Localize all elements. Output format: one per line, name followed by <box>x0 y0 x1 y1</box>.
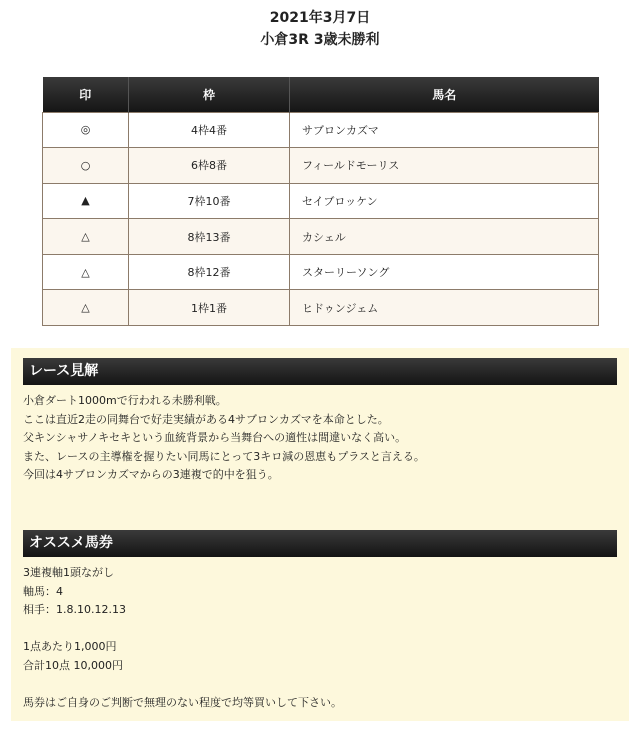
analysis-text <box>23 392 617 485</box>
table-row <box>43 219 599 255</box>
gate-cell: 1枠1番 <box>129 290 290 326</box>
mark-cell: ◎ <box>43 112 129 148</box>
analysis-line: 父キンシャサノキセキという血統背景から当舞台への適性は間違いなく高い。 <box>23 431 407 444</box>
mark-cell: △ <box>43 290 129 326</box>
race-header <box>0 8 640 50</box>
horse-name-cell: カシェル <box>290 219 599 255</box>
table-row <box>43 290 599 326</box>
table-row <box>43 112 599 148</box>
horse-name-cell: セイブロッケン <box>290 183 599 219</box>
spacer <box>23 675 617 694</box>
analysis-line: 小倉ダート1000mで行われる未勝利戦。 <box>23 394 227 407</box>
recommend-text <box>23 564 617 712</box>
mark-cell: △ <box>43 254 129 290</box>
horse-name-cell: フィールドモーリス <box>290 148 599 184</box>
analysis-line: 今回は4サブロンカズマからの3連複で的中を狙う。 <box>23 468 279 481</box>
table-row <box>43 148 599 184</box>
gate-cell: 8枠12番 <box>129 254 290 290</box>
table-row <box>43 183 599 219</box>
gate-cell: 7枠10番 <box>129 183 290 219</box>
gate-cell: 6枠8番 <box>129 148 290 184</box>
analysis-title: レース見解 <box>23 358 617 385</box>
table-header-row <box>43 77 599 112</box>
spacer <box>23 620 617 639</box>
mark-cell: ○ <box>43 148 129 184</box>
table-row <box>43 254 599 290</box>
bet-type: 3連複軸1頭ながし <box>23 566 114 579</box>
analysis-line: ここは直近2走の同舞台で好走実績がある4サブロンカズマを本命とした。 <box>23 412 389 426</box>
per-point-amount: 1点あたり1,000円 <box>23 640 117 653</box>
horse-name-cell: サブロンカズマ <box>290 112 599 148</box>
analysis-line: また、レースの主導権を握りたい同馬にとって3キロ減の恩恵もプラスと言える。 <box>23 449 425 463</box>
column-header-horse: 馬名 <box>290 77 599 112</box>
partner-horses: 相手：1.8.10.12.13 <box>23 603 126 616</box>
axis-horse: 軸馬：4 <box>23 584 63 598</box>
total-amount: 合計10点 10,000円 <box>23 658 123 672</box>
horse-name-cell: ヒドゥンジェム <box>290 290 599 326</box>
race-date: 2021年3月7日 <box>269 10 371 26</box>
gate-cell: 8枠13番 <box>129 219 290 255</box>
picks-table <box>42 77 599 326</box>
recommend-title: オススメ馬券 <box>23 530 617 557</box>
race-title: 小倉3R 3歳未勝利 <box>260 32 380 48</box>
mark-cell: ▲ <box>43 183 129 219</box>
info-panel <box>11 348 629 721</box>
column-header-gate: 枠 <box>129 77 290 112</box>
mark-cell: △ <box>43 219 129 255</box>
gate-cell: 4枠4番 <box>129 112 290 148</box>
column-header-mark: 印 <box>43 77 129 112</box>
betting-note: 馬券はご自身のご判断で無理のない程度で均等買いして下さい。 <box>23 695 342 709</box>
horse-name-cell: スターリーソング <box>290 254 599 290</box>
